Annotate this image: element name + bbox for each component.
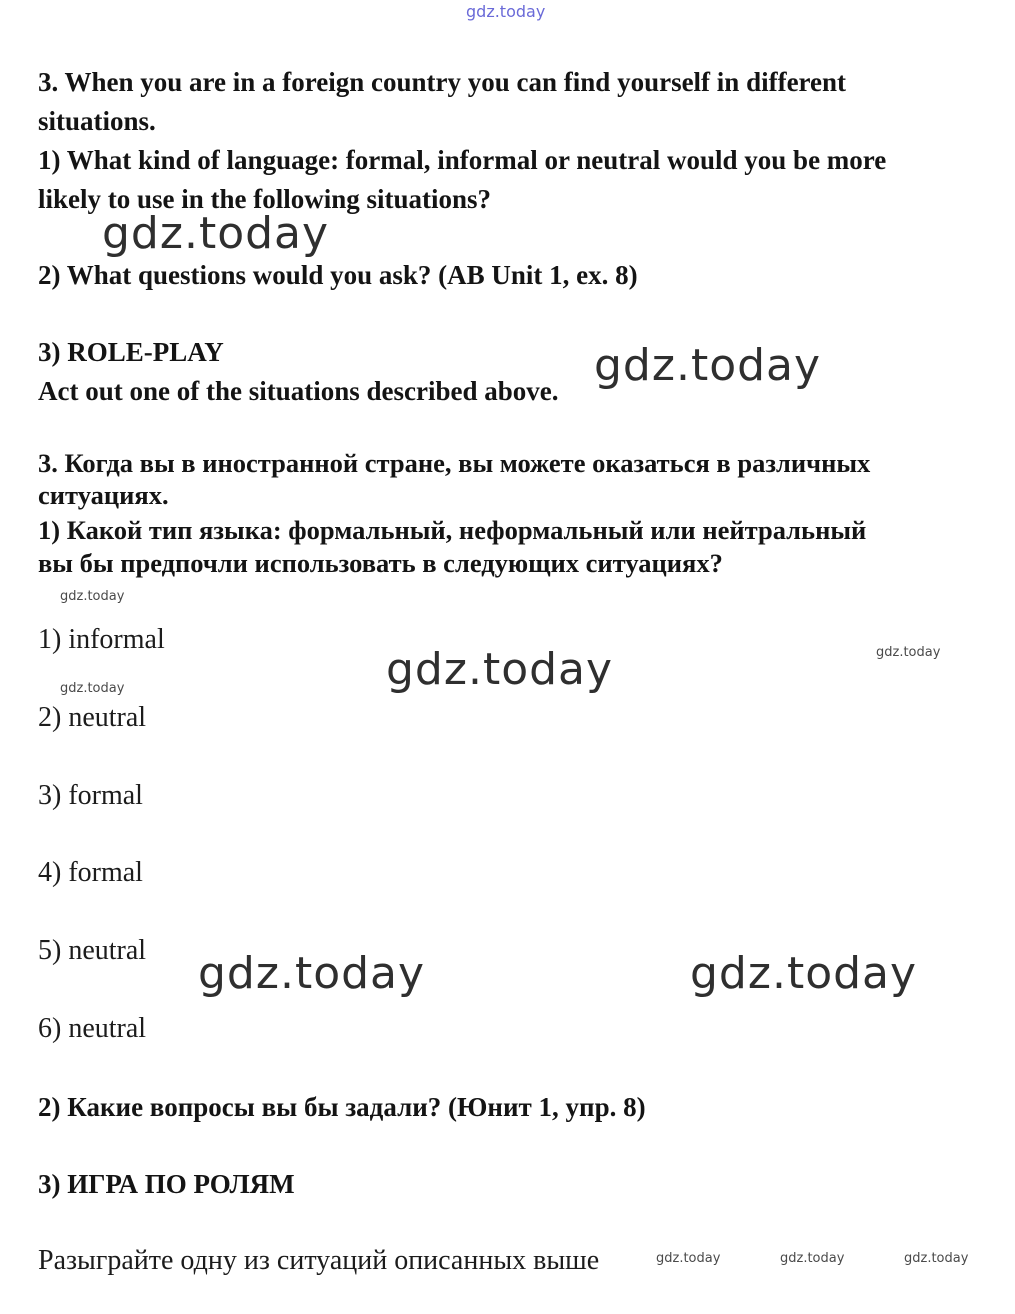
answer-item: 5) neutral <box>38 935 147 966</box>
watermark-small: gdz.today <box>656 1251 721 1266</box>
role-play-text-ru: Разыграйте одну из ситуаций описанных выше <box>38 1245 600 1276</box>
watermark-top: gdz.today <box>466 2 546 21</box>
watermark-large: gdz.today <box>690 948 918 999</box>
watermark-small: gdz.today <box>780 1251 845 1266</box>
watermark-large: gdz.today <box>594 340 822 391</box>
question-2-en: 2) What questions would you ask? (AB Unit 1, ex. 8) <box>38 260 638 290</box>
role-play-text-en: Act out one of the situations described above. <box>38 376 559 406</box>
answer-item: 4) formal <box>38 857 143 888</box>
answer-item: 3) formal <box>38 780 143 811</box>
question-2-ru: 2) Какие вопросы вы бы задали? (Юнит 1, упр. 8) <box>38 1092 646 1122</box>
answer-item: 2) neutral <box>38 702 147 733</box>
task-heading-ru-cont: ситуациях. <box>38 480 169 510</box>
watermark-small: gdz.today <box>60 589 125 604</box>
task-heading-en-cont: situations. <box>38 106 156 136</box>
task-heading-ru: 3. Когда вы в иностранной стране, вы можете оказаться в различных <box>38 448 871 478</box>
watermark-small: gdz.today <box>904 1251 969 1266</box>
watermark-large: gdz.today <box>386 644 614 695</box>
task-heading-en: 3. When you are in a foreign country you can find yourself in different <box>38 67 847 97</box>
watermark-small: gdz.today <box>60 681 125 696</box>
watermark-large: gdz.today <box>102 208 330 259</box>
watermark-large: gdz.today <box>198 948 426 999</box>
question-1-en: 1) What kind of language: formal, informal or neutral would you be more <box>38 145 887 175</box>
role-play-title-en: 3) ROLE-PLAY <box>38 337 224 367</box>
answer-item: 6) neutral <box>38 1013 147 1044</box>
question-1-en-cont: likely to use in the following situations? <box>38 184 492 214</box>
watermark-small: gdz.today <box>876 645 941 660</box>
answer-item: 1) informal <box>38 624 165 655</box>
question-1-ru-cont: вы бы предпочли использовать в следующих ситуациях? <box>38 548 723 578</box>
question-1-ru: 1) Какой тип языка: формальный, неформальный или нейтральный <box>38 515 867 545</box>
role-play-title-ru: 3) ИГРА ПО РОЛЯМ <box>38 1169 295 1199</box>
